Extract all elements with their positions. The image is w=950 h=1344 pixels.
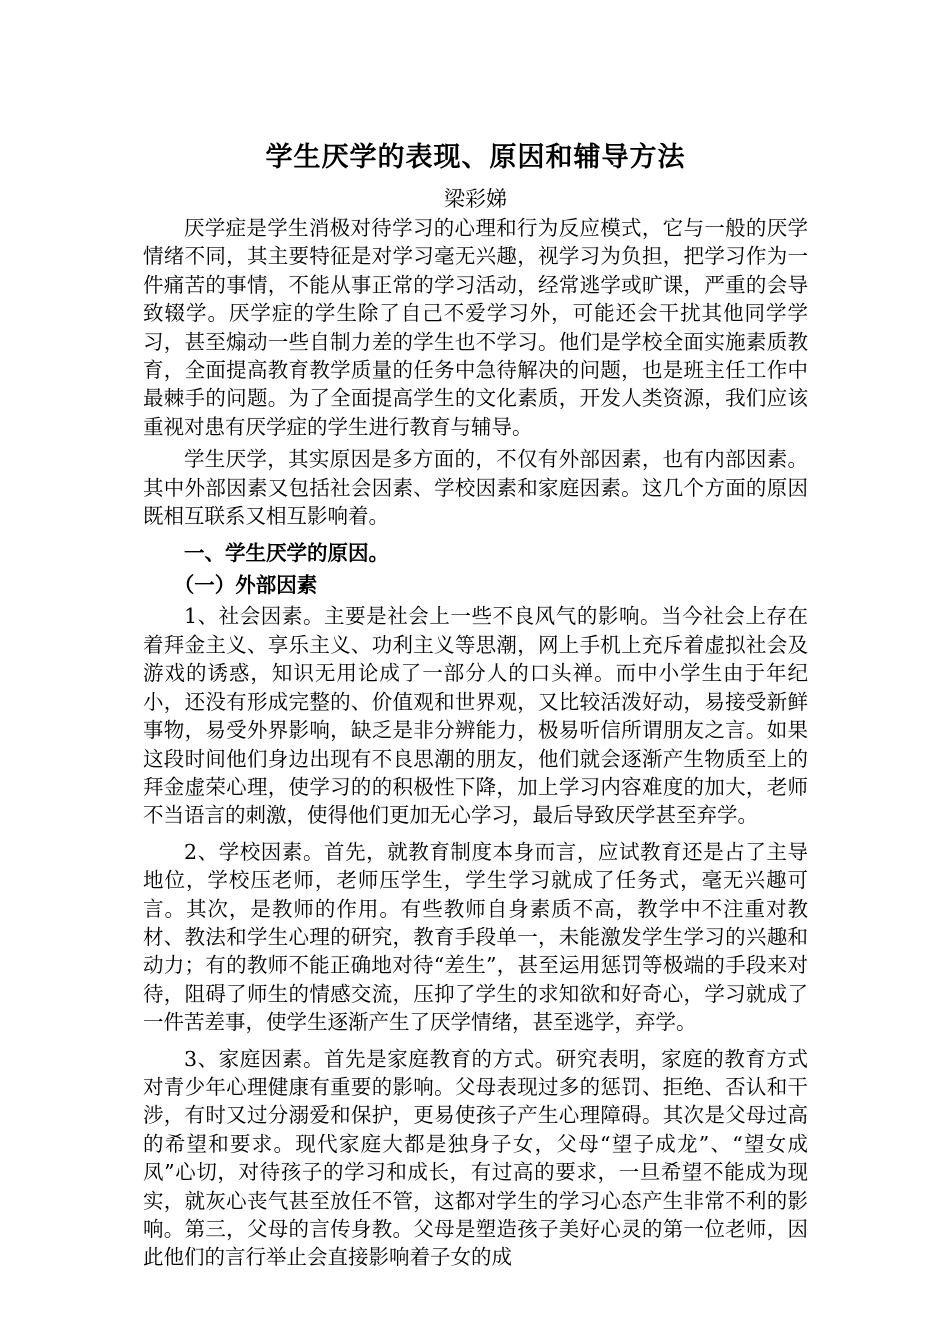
document-title: 学生厌学的表现、原因和辅导方法 [265,142,686,173]
paragraph-school-factors: 2、学校因素。首先，就教育制度本身而言，应试教育还是占了主导地位，学校压老师，老师压学生，学生学习就成了任务式，毫无兴趣可言。其次，是教师的作用。有些教师自身素质不高，教学中不注重对教材、教法和学生心理的研究，教育手段单一，未能激发学生学习的兴趣和动力；有的教师不能正确地对待“差生”，甚至运用惩罚等极端的手段来对待，阻碍了师生的情感交流，压抑了学生的求知欲和好奇心，学习就成了一件苦差事，使学生逐渐产生了厌学情绪，甚至逃学，弃学。 [143,839,808,1035]
paragraph-intro: 厌学症是学生消极对待学习的心理和行为反应模式，它与一般的厌学情绪不同，其主要特征是对学习毫无兴趣，视学习为负担，把学习作为一件痛苦的事情，不能从事正常的学习活动，经常逃学或旷课，严重的会导致辍学。厌学症的学生除了自己不爱学习外，可能还会干扰其他同学学习，甚至煽动一些自制力差的学生也不学习。他们是学校全面实施素质教育，全面提高教育教学质量的任务中急待解决的问题，也是班主任工作中最棘手的问题。为了全面提高学生的文化素质，开发人类资源，我们应该重视对患有厌学症的学生进行教育与辅导。 [143,216,808,439]
document-page [143,140,808,1276]
paragraph-overview: 学生厌学，其实原因是多方面的，不仅有外部因素，也有内部因素。其中外部因素又包括社会因素、学校因素和家庭因素。这几个方面的原因既相互联系又相互影响着。 [143,447,808,529]
author-name: 梁彩娣 [444,187,507,211]
section-heading-causes: 一、学生厌学的原因。 [184,541,389,566]
paragraph-family-factors: 3、家庭因素。首先是家庭教育的方式。研究表明，家庭的教育方式对青少年心理健康有重要的影响。父母表现过多的惩罚、拒绝、否认和干涉，有时又过分溺爱和保护，更易使孩子产生心理障碍。其次是父母过高的希望和要求。现代家庭大都是独身子女，父母“望子成龙”、“望女成凤”心切，对待孩子的学习和成长，有过高的要求，一旦希望不能成为现实，就灰心丧气甚至放任不管，这都对学生的学习心态产生非常不利的影响。第三，父母的言传身教。父母是塑造孩子美好心灵的第一位老师，因此他们的言行举止会直接影响着子女的成 [143,1046,808,1270]
subsection-heading-external: （一）外部因素 [173,573,318,598]
paragraph-social-factors: 1、社会因素。主要是社会上一些不良风气的影响。当今社会上存在着拜金主义、享乐主义、功利主义等思潮，网上手机上充斥着虚拟社会及游戏的诱惑，知识无用论成了一部分人的口头禅。而中小学生由于年纪小，还没有形成完整的、价值观和世界观，又比较活泼好动，易接受新鲜事物，易受外界影响，缺乏是非分辨能力，极易听信所谓朋友之言。如果这段时间他们身边出现有不良思潮的朋友，他们就会逐渐产生物质至上的拜金虚荣心理，使学习的的积极性下降，加上学习内容难度的加大，老师不当语言的刺激，使得他们更加无心学习，最后导致厌学甚至弃学。 [143,604,808,828]
